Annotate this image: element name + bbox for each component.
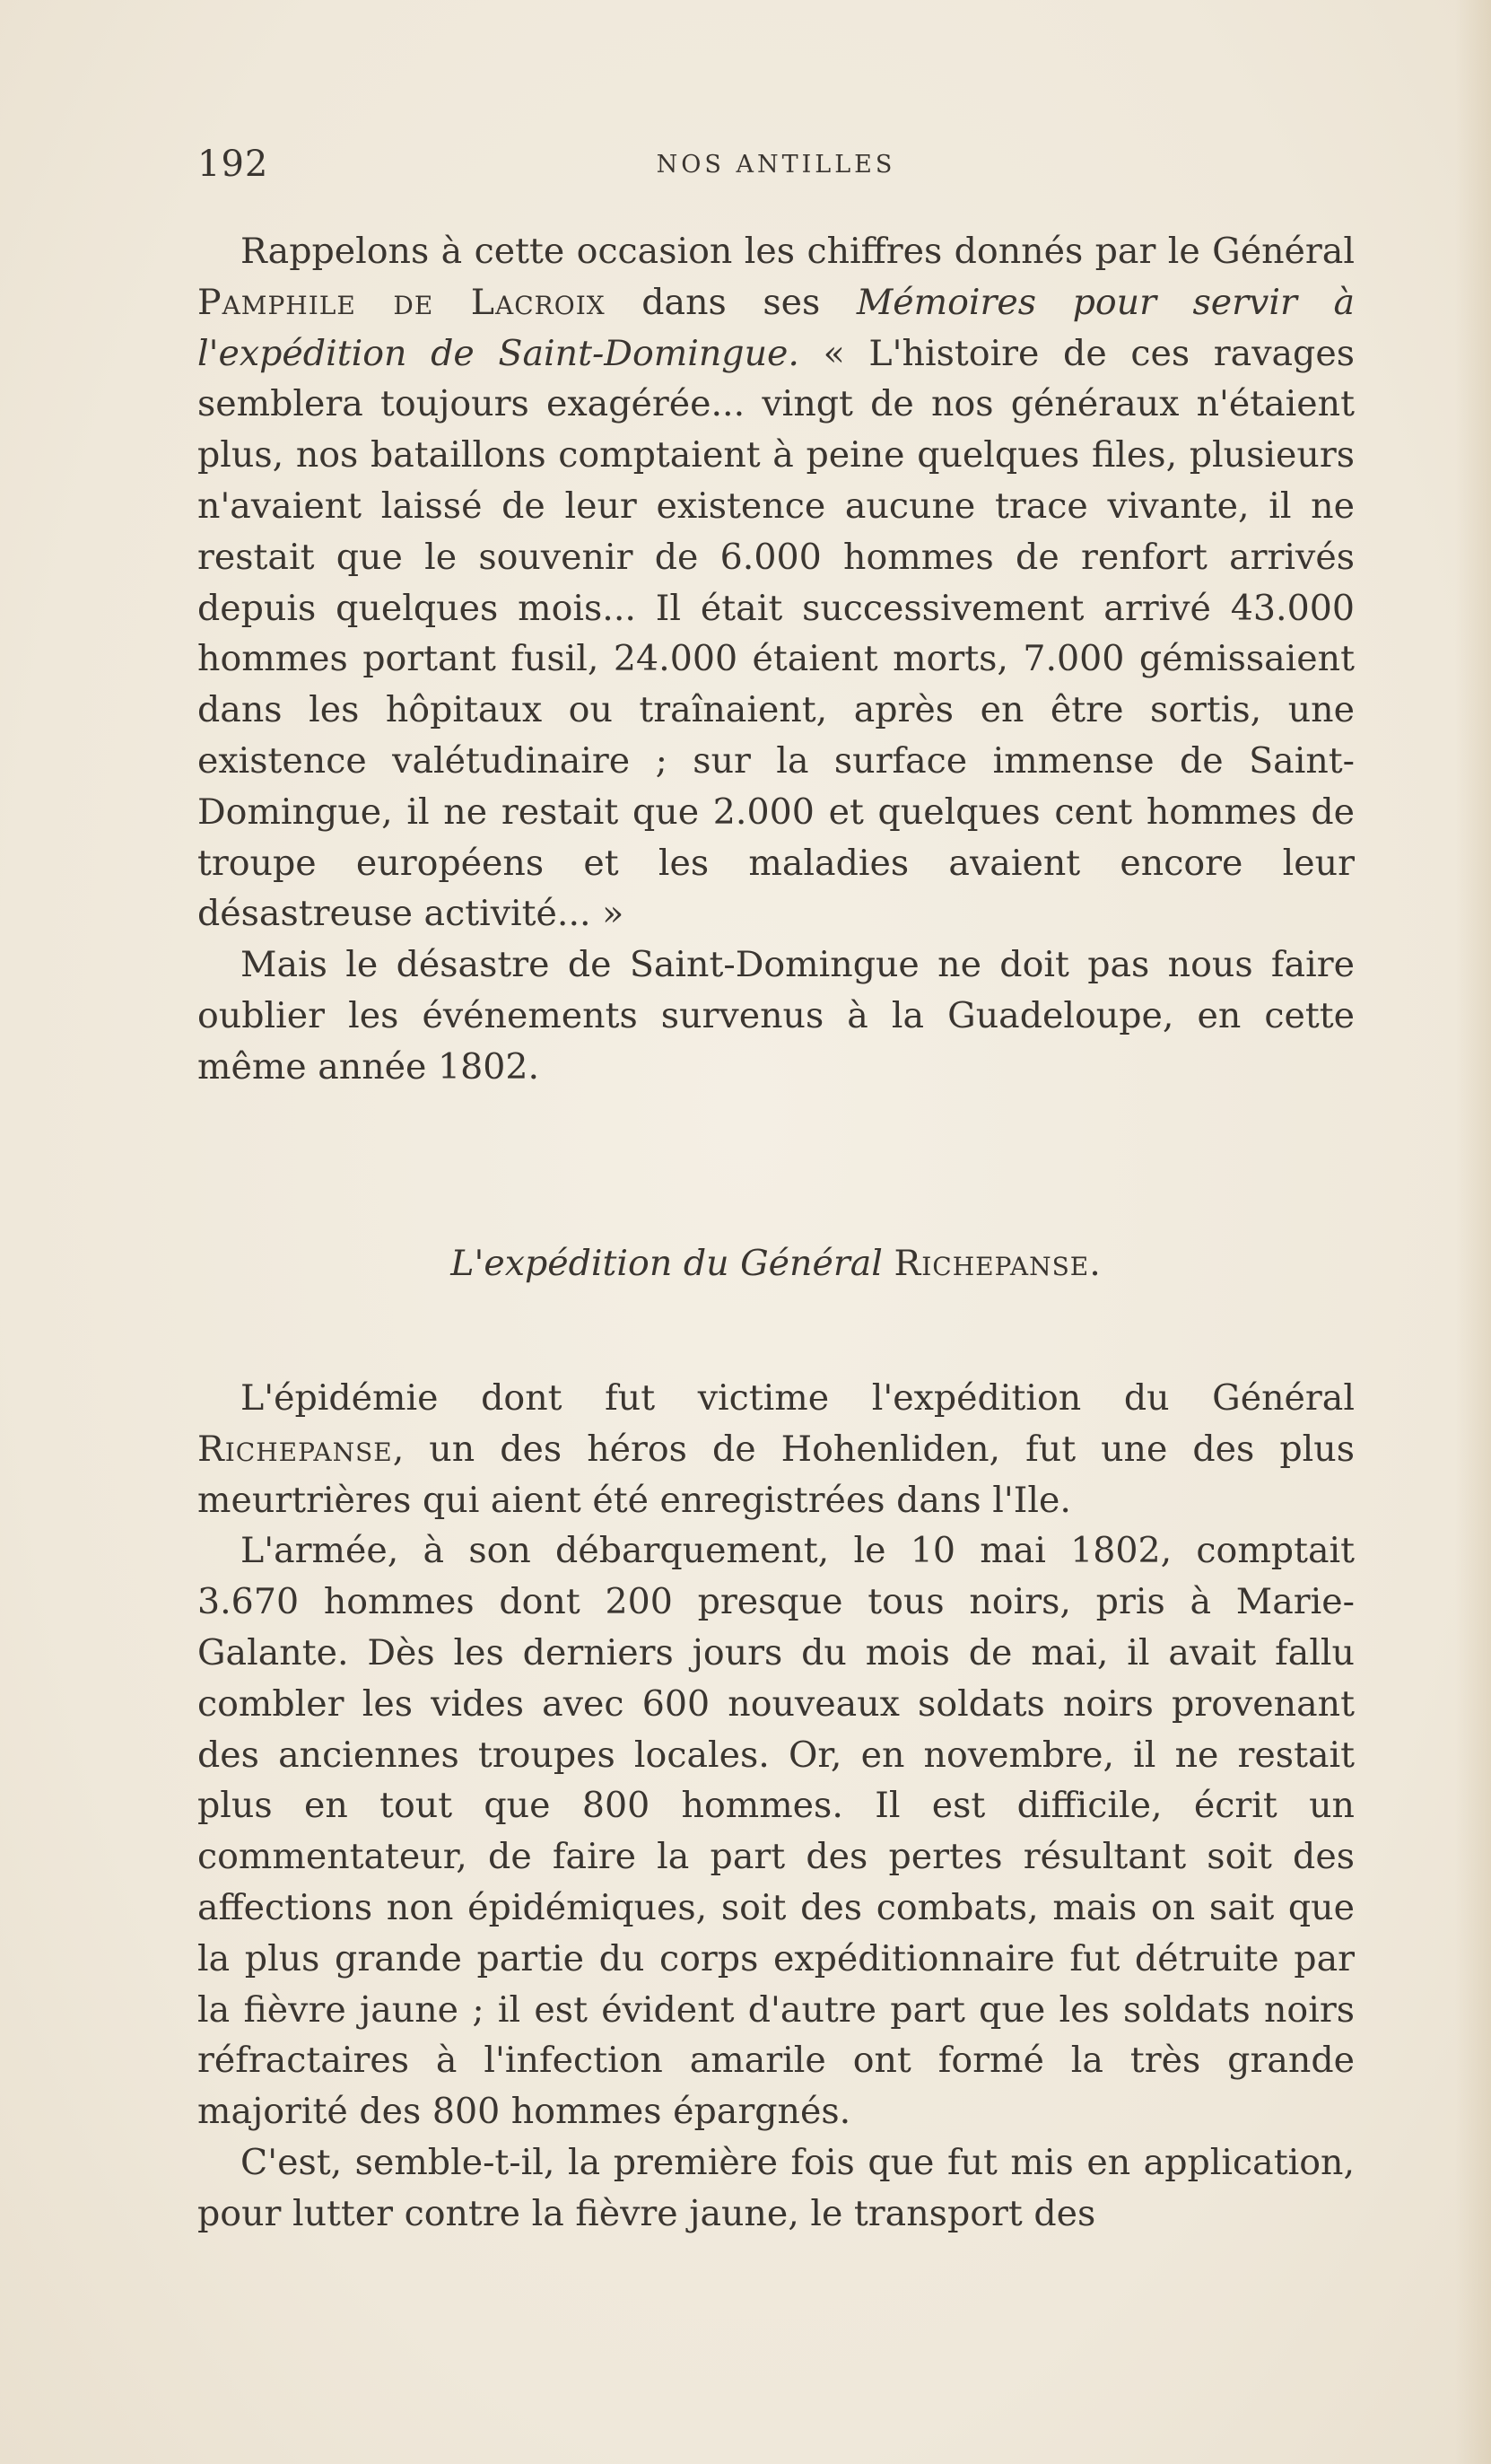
paragraph-epidemic xyxy=(197,1373,1355,1525)
page-edge-shadow xyxy=(1455,0,1491,2464)
paragraph-army: L'armée, à son débarquement, le 10 mai 1802, comptait 3.670 hommes dont 200 presque tous noirs, pris à Marie-Galante. Dès les derniers jours du mois de mai, il avait fallu combler les vides avec 600 nouveaux soldats noirs provenant des anciennes troupes locales. Or, en novembre, il ne restait plus en tout que 800 hommes. Il est difficile, écrit un commentateur, de faire la part des pertes résultant soit des affections non épidémiques, soit des combats, mais on sait que la plus grande partie du corps expéditionnaire fut détruite par la fièvre jaune ; il est évident d'autre part que les soldats noirs réfractaires à l'infection amarile ont formé la très grande majorité des 800 hommes épargnés. xyxy=(197,1530,1355,2133)
section-heading xyxy=(197,1238,1355,1289)
author-name: Pamphile de Lacroix xyxy=(197,281,606,323)
p1-text-mid: dans ses xyxy=(605,281,857,323)
page-header xyxy=(197,144,1355,188)
section-heading-italic: L'expédition du Général xyxy=(450,1243,883,1284)
paragraph-lacroix-quote xyxy=(197,226,1355,939)
section-heading-name: Richepanse. xyxy=(894,1243,1102,1284)
text-block-lower xyxy=(197,1373,1355,2240)
p3-text-start: L'épidémie dont fut victime l'expédition du Général xyxy=(240,1377,1355,1419)
p1-quote: « L'histoire de ces ravages semblera toujours exagérée... vingt de nos généraux n'étaient plus, nos bataillons comptaient à peine quelques files, plusieurs n'avaient laissé de leur existence aucune trace vivante, il ne restait que le souvenir de 6.000 hommes de renfort arrivés depuis quelques mois... Il était successivement arrivé 43.000 hommes portant fusil, 24.000 étaient morts, 7.000 gémissaient dans les hôpitaux ou traînaient, après en être sortis, une existence valétudinaire ; sur la surface immense de Saint-Domingue, il ne restait que 2.000 et quelques cent hommes de troupe européens et les maladies avaient encore leur désastreuse activité... » xyxy=(197,332,1355,935)
book-title: Mémoires pour servir à l'expédition de Saint-Domingue. xyxy=(197,281,1355,374)
p3-text-end: , un des héros de Hohenliden, fut une des plus meurtrières qui aient été enregistrées dans l'Ile. xyxy=(197,1428,1355,1521)
p1-text-start: Rappelons à cette occasion les chiffres donnés par le Général xyxy=(240,231,1355,272)
page-number: 192 xyxy=(197,144,269,185)
text-block-upper xyxy=(197,226,1355,1093)
running-title: NOS ANTILLES xyxy=(656,151,896,179)
paragraph-transport: C'est, semble-t-il, la première fois que fut mis en application, pour lutter contre la fièvre jaune, le transport des xyxy=(197,2141,1355,2234)
richepanse-name: Richepanse xyxy=(197,1428,393,1470)
paragraph-guadeloupe: Mais le désastre de Saint-Domingue ne doit pas nous faire oublier les événements survenus à la Guadeloupe, en cette même année 1802. xyxy=(197,944,1355,1088)
